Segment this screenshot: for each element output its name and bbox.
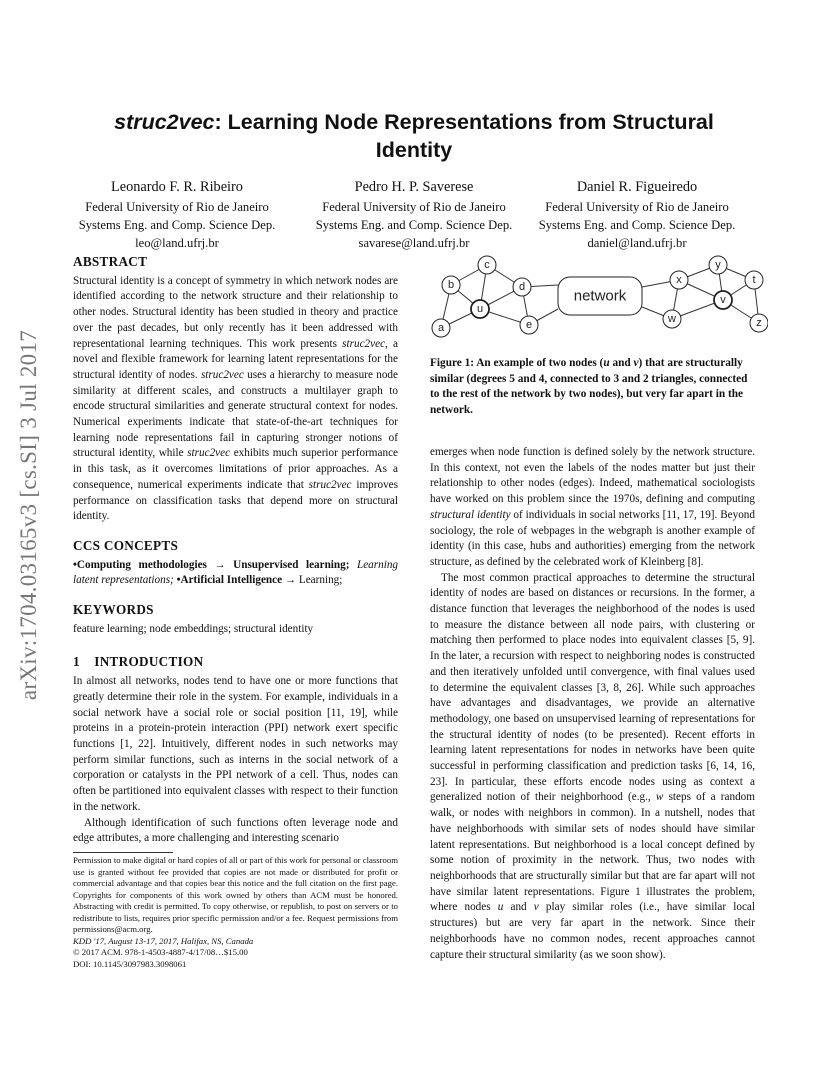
node-label: t (752, 274, 756, 286)
figure-caption-span: and (609, 357, 634, 369)
abstract-em: struc2vec (200, 368, 244, 381)
body-em: u (497, 901, 504, 914)
author-dept: Systems Eng. and Comp. Science Dep. (315, 218, 513, 232)
figure-caption-span: ) that are structurally similar (degrees 5 and 4, connected to 3 and 2 triangles, connected to the rest of the network by two nodes), but very far apart in the network. (430, 357, 748, 416)
abstract-span: exhibits much superior performance in this task, as it overcomes limitations of prior approaches. As a consequence, numerical experiments indicate that (73, 447, 398, 491)
author-name: Leonardo F. R. Ribeiro (111, 179, 243, 195)
intro-heading (73, 654, 398, 670)
arxiv-stamp-text: arXiv:1704.03165v3 [cs.SI] 3 Jul 2017 (16, 329, 41, 701)
node-label: w (668, 313, 676, 325)
body-paragraph (430, 445, 755, 571)
body-span: and (503, 901, 534, 914)
ccs-text (73, 558, 398, 589)
abstract-em: struc2vec (187, 447, 231, 460)
body-em: v (533, 901, 539, 914)
abstract-span: improves performance on classification tasks that depend more on structural identity. (73, 478, 398, 523)
abstract-span: uses a hierarchy to measure node similarity at different scales, and constructs a multilayer graph to encode structural similarities and generate structural context for nodes. Numerical experiments indicate that state-of-the-art techniques for learning node representations fail in capturing stronger notions of structural identity, while (73, 368, 398, 460)
figure-caption-em: v (633, 357, 639, 369)
author-block (532, 178, 742, 252)
node-label: y (715, 259, 721, 271)
right-cluster-edges (642, 265, 759, 323)
ccs-rest: → Learning; (282, 574, 343, 587)
ccs-arrow: → (206, 558, 234, 571)
ccs-heading: CCS CONCEPTS (73, 537, 179, 553)
node-label: b (447, 279, 455, 291)
author-email: leo@land.ufrj.br (135, 236, 219, 250)
node-label: e (525, 319, 533, 331)
keywords-text: feature learning; node embeddings; structural identity (73, 622, 314, 635)
arxiv-stamp (14, 305, 44, 725)
footnote-permission: Permission to make digital or hard copies of all or part of this work for personal or classroom use is granted without fee provided that copies are not made or distributed for profit or commercial advantage and that copies bear this notice and the full citation on the first page. Copyrights for components of this work owned by others than ACM must be honored. Abstracting with credit is permitted. To copy otherwise, or republish, to post on servers or to redistribute to lists, requires prior specific permission and/or a fee. Request permissions from permissions@acm.org. (73, 855, 398, 934)
body-span: The most common practical approaches to determine the structural identity of nodes are based on distances or recursions. In the former, a distance function that leverages the neighborhood of the nodes is used to measure the distance between all node pairs, with clustering or matching then performed to place nodes into equivalent classes [5, 9]. In the later, a recursion with respect to neighboring nodes is constructed and then iteratively unfolded until convergence, with final values used to determine the equivalent classes [3, 8, 26]. While such approaches have advantages and disadvantages, we provide an alternative methodology, one based on unsupervised learning of representations for the structural identity of nodes (to be presented). Recent efforts in learning latent representations for nodes in networks have been quite successful in performing classification and prediction tasks [6, 14, 16, 23]. In particular, these efforts encode nodes using as context a generalized notion of their neighborhood (e.g., (430, 571, 755, 804)
body-paragraph (430, 571, 755, 964)
ccs-italic: Learning latent representations; (73, 558, 399, 587)
author-affiliation: Federal University of Rio de Janeiro (545, 200, 729, 214)
figure-caption-label: Figure 1: (430, 357, 475, 369)
left-column (73, 254, 398, 847)
node-label: z (756, 317, 762, 329)
footnote-copyright: © 2017 ACM. 978-1-4503-4887-4/17/08…$15.00 (73, 947, 248, 957)
ccs-bold: Unsupervised learning; (233, 558, 350, 571)
author-name: Pedro H. P. Saverese (354, 179, 474, 195)
abstract-heading: ABSTRACT (73, 254, 148, 269)
node-label: u (476, 303, 484, 315)
node-label: d (518, 281, 526, 293)
footnote (73, 855, 398, 970)
body-span: play similar roles (i.e., have similar local structures) but are very far apart in the network. Since their neighborhoods have no common nodes, recent approaches cannot capture their structural similarity (as we soon show). (430, 901, 755, 961)
left-cluster-edges (441, 265, 558, 328)
body-em: w (655, 791, 664, 804)
author-block (309, 178, 519, 252)
paper-title-rest: : Learning Node Representations from Structural Identity (214, 110, 714, 162)
paper-title (90, 108, 738, 164)
abstract-span: Structural identity is a concept of symmetry in which network nodes are identified according to the network structure and their relationship to other nodes. Structural identity has been studied in theory and practice over the past decades, but only recently has it been addressed with representational learning techniques. This work presents (73, 274, 398, 350)
ccs-bold: •Computing methodologies (73, 558, 207, 571)
intro-paragraph: In almost all networks, nodes tend to have one or more functions that greatly determine their role in the system. For example, individuals in a social network have a social role or social position [11, 19], while proteins in a protein-protein interaction (PPI) network exert specific functions [1, 22]. Intuitively, different nodes in such networks may perform similar functions, such as interns in the social network of a corporation or catalysts in the PPI network of a cell. Thus, nodes can often be partitioned into equivalent classes with respect to their function in the network. (73, 675, 398, 813)
footnote-venue: KDD '17, August 13-17, 2017, Halifax, NS, Canada (73, 935, 254, 946)
node-label: c (484, 259, 490, 271)
figure-caption (430, 356, 755, 418)
right-column (430, 445, 755, 963)
body-em: structural identity (430, 508, 511, 521)
network-label: network (573, 287, 627, 305)
abstract-em: struc2vec (308, 478, 352, 491)
paper-title-italic: struc2vec (114, 110, 215, 134)
author-email: savarese@land.ufrj.br (358, 236, 470, 250)
author-affiliation: Federal University of Rio de Janeiro (322, 200, 506, 214)
node-label: x (676, 274, 682, 286)
figure-caption-span: An example of two nodes ( (474, 357, 604, 369)
abstract-em: struc2vec (342, 337, 386, 350)
section-number: 1 (73, 654, 80, 670)
author-dept: Systems Eng. and Comp. Science Dep. (78, 218, 276, 232)
abstract-span: , a novel and flexible framework for learning latent representations for the structural identity of nodes. (73, 337, 398, 381)
footnote-doi: DOI: 10.1145/3097983.3098061 (73, 958, 187, 969)
ccs-bold: •Artificial Intelligence (173, 574, 283, 587)
author-name: Daniel R. Figueiredo (576, 179, 698, 195)
node-label: a (437, 322, 445, 334)
abstract-text (73, 274, 398, 525)
section-title: INTRODUCTION (94, 654, 204, 670)
body-span: steps of a random walk, or nodes with neighbors in common). In a nutshell, nodes that have neighborhoods with similar sets of nodes should have similar latent representations. But neighborhood is a local concept defined by some notion of proximity in the network. Thus, two nodes with neighborhoods that are structurally similar but that are far apart will not have similar latent representations. Figure 1 illustrates the problem, where nodes (430, 791, 755, 914)
author-affiliation: Federal University of Rio de Janeiro (85, 200, 269, 214)
author-block (72, 178, 282, 252)
body-span: of individuals in social networks [11, 17, 19]. Beyond sociology, the role of webpages in the webgraph is another example of identity (in this case, hubs and authorities) emerging from the network structure, as defined by the celebrated work of Kleinberg [8]. (430, 508, 755, 568)
intro-paragraph: Although identification of such functions often leverage node and edge attributes, a more challenging and interesting scenario (73, 816, 398, 845)
footnote-rule (73, 852, 173, 853)
body-span: emerges when node function is defined solely by the network structure. In this context, not even the labels of the nodes matter but just their relationship to other nodes (edges). Indeed, mathematical sociologists have worked on this problem since the 1970s, defining and computing (430, 446, 755, 506)
author-dept: Systems Eng. and Comp. Science Dep. (538, 218, 736, 232)
author-email: daniel@land.ufrj.br (587, 236, 687, 250)
figure-caption-em: u (603, 357, 610, 369)
keywords-heading: KEYWORDS (73, 602, 154, 618)
node-label: v (720, 294, 726, 306)
figure-network-diagram (430, 255, 768, 345)
